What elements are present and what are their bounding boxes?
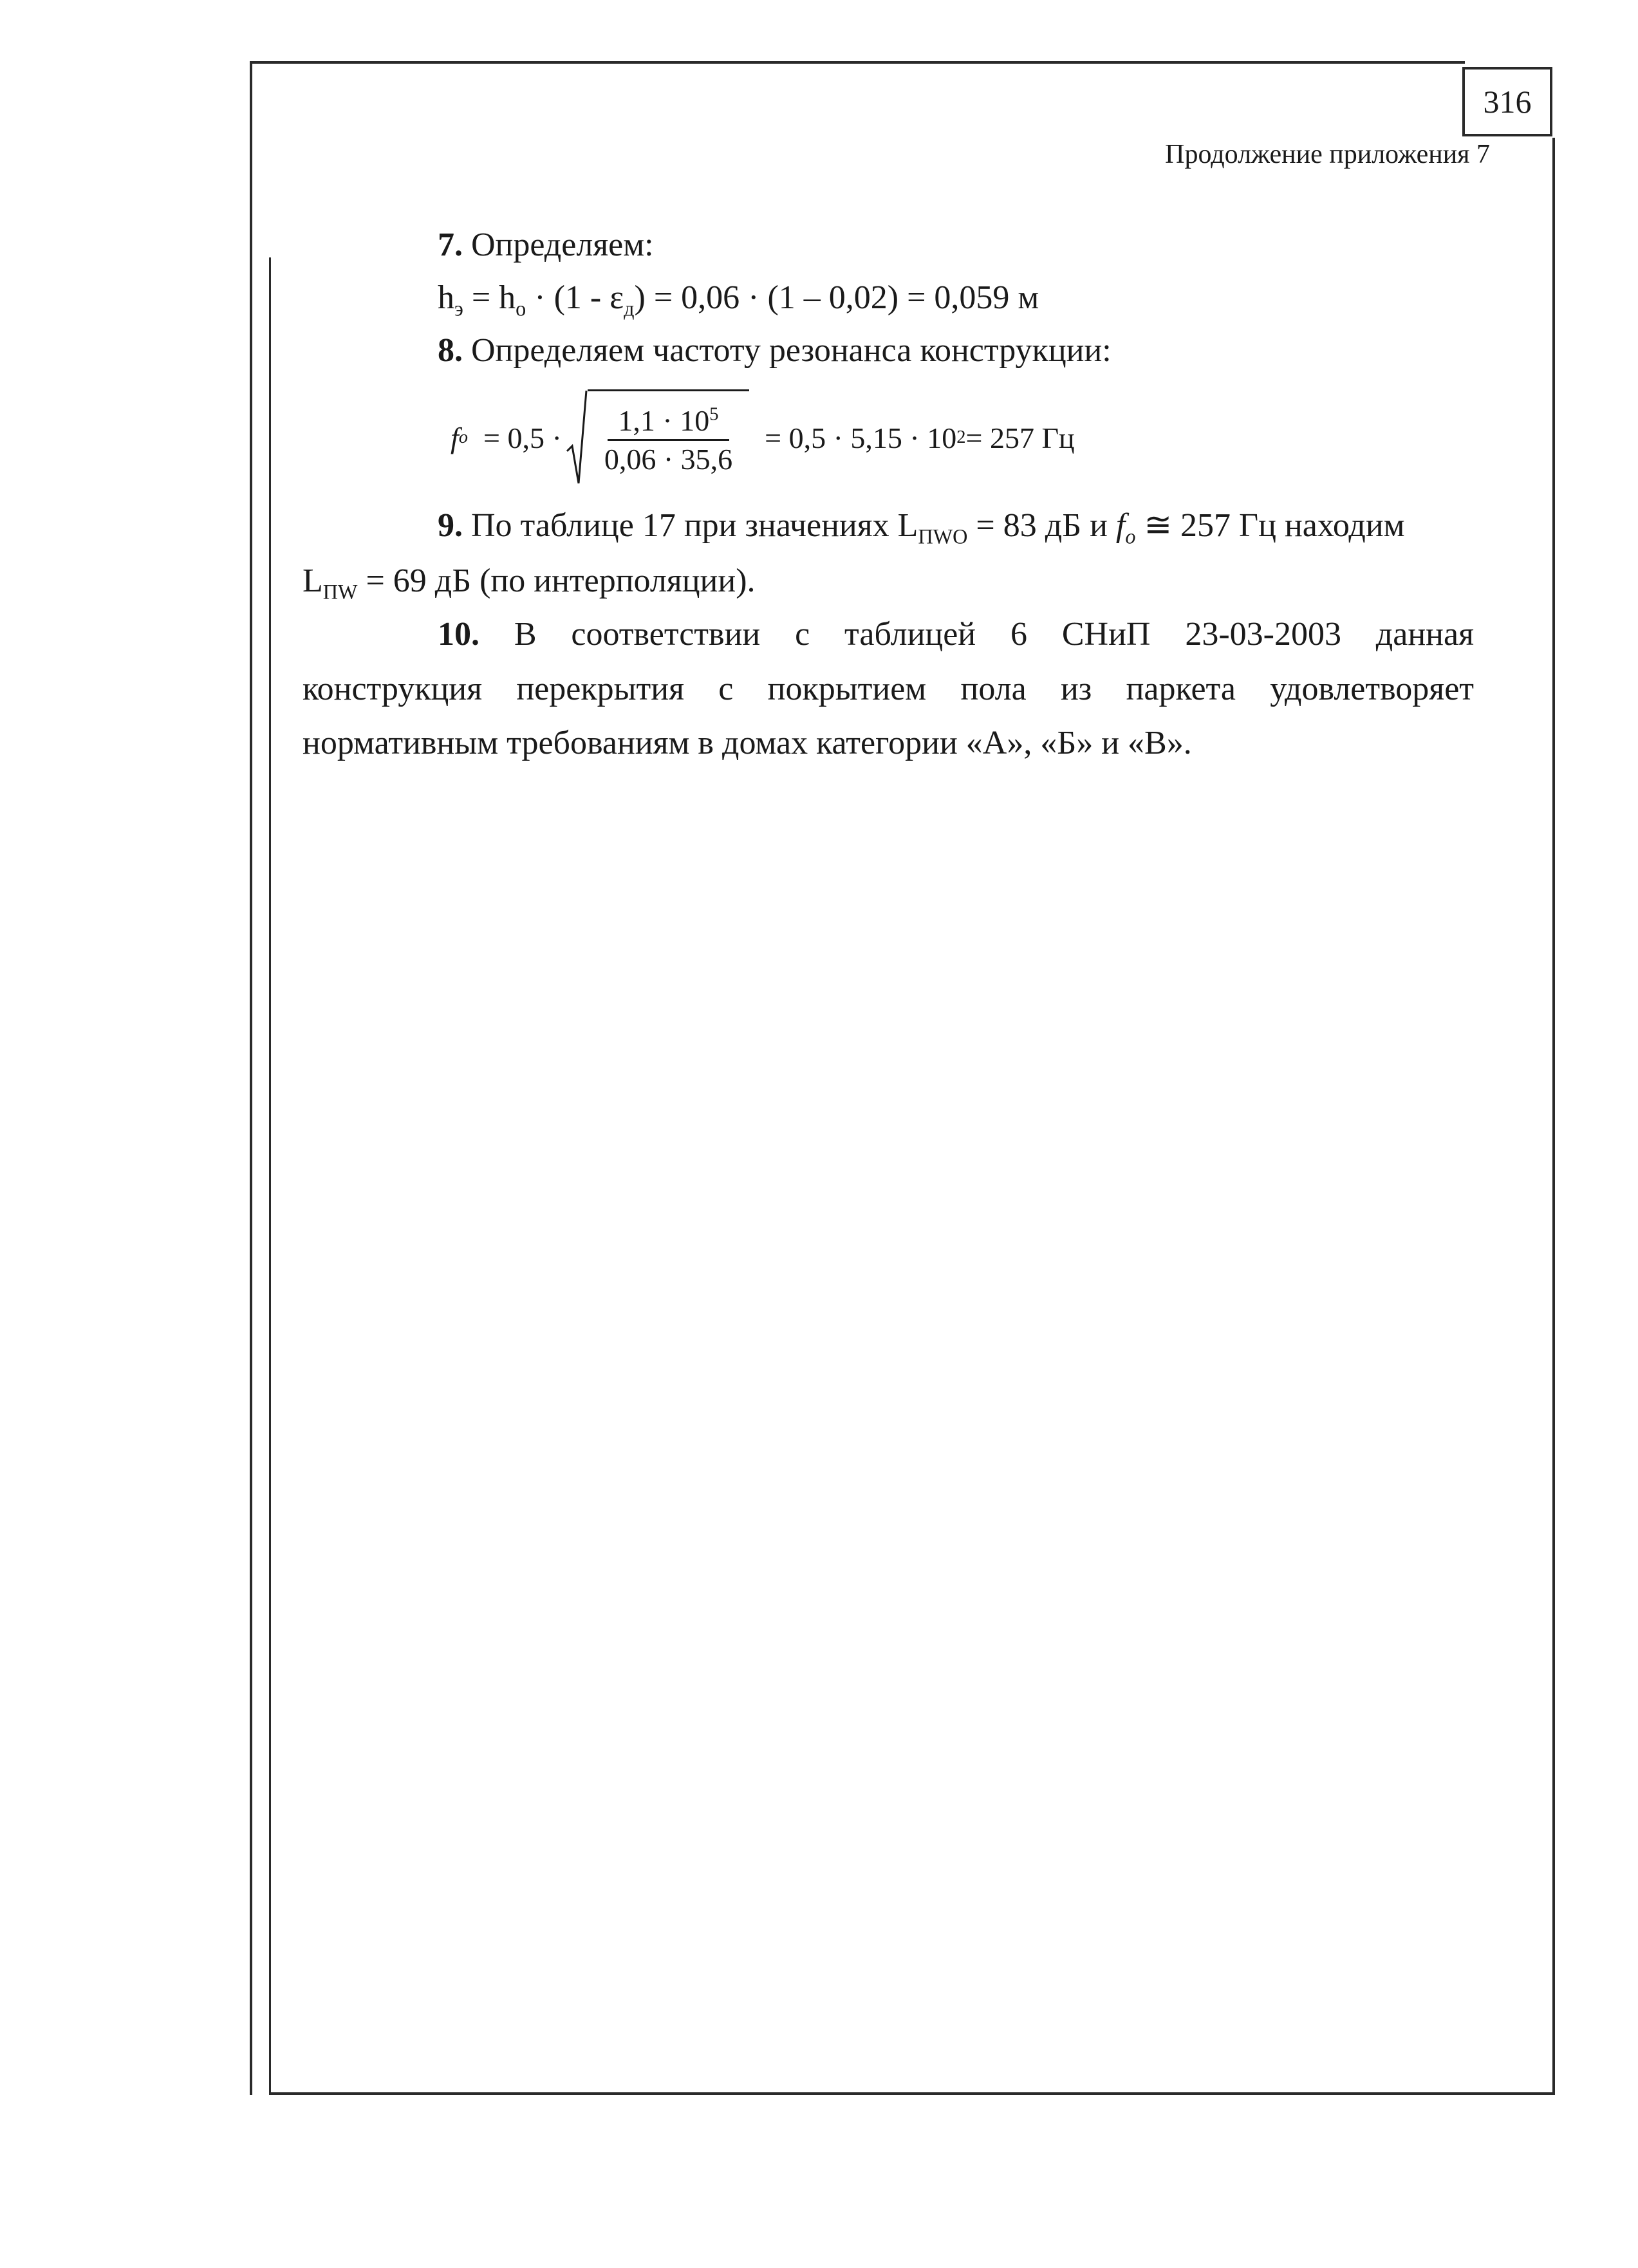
step-10-line-1-text: В соответствии с таблицей 6 СНиП 23-03-2003 данная bbox=[514, 616, 1475, 653]
formula-result-right: = 257 Гц bbox=[965, 421, 1075, 454]
frame-top-line bbox=[250, 61, 1465, 64]
frame-right-line bbox=[1552, 138, 1555, 2095]
step-8-number: 8. bbox=[438, 332, 463, 369]
step-7-heading bbox=[438, 225, 654, 265]
formula-result-exponent: 2 bbox=[956, 427, 966, 447]
formula-eq: = h bbox=[463, 279, 516, 316]
step-9-line-2-text: = 69 дБ (по интерполяции). bbox=[357, 562, 756, 599]
step-9-line-2 bbox=[302, 561, 756, 604]
step-9-L-sub: ПW bbox=[322, 580, 358, 604]
fraction-numerator bbox=[608, 401, 729, 441]
step-10-number: 10. bbox=[438, 616, 479, 653]
formula-h-sub: э bbox=[454, 297, 463, 321]
step-7-formula bbox=[438, 278, 1039, 321]
formula-mid: · (1 - ε bbox=[526, 279, 624, 316]
step-9-f-symbol: f bbox=[1115, 507, 1126, 544]
numerator-exponent: 5 bbox=[709, 404, 719, 425]
step-8-heading bbox=[438, 331, 1112, 371]
formula-result-left: = 0,5 · 5,15 · 10 bbox=[765, 421, 957, 454]
numerator-text: 1,1 · 10 bbox=[618, 404, 710, 437]
formula-tail: ) = 0,06 · (1 – 0,02) = 0,059 м bbox=[634, 279, 1039, 316]
frame-inner-left-line bbox=[269, 257, 271, 2094]
step-10-line-3: нормативным требованиям в домах категории «А», «Б» и «В». bbox=[302, 725, 1192, 761]
frame-left-line bbox=[250, 61, 252, 2095]
formula-h: h bbox=[438, 279, 454, 316]
step-9-text-c: ≅ 257 Гц находим bbox=[1135, 507, 1405, 544]
fraction-denominator: 0,06 · 35,6 bbox=[604, 443, 733, 476]
step-9-sub-a: ПWO bbox=[918, 525, 968, 548]
frame-bottom-line bbox=[269, 2092, 1555, 2095]
step-7-number: 7. bbox=[438, 227, 463, 263]
page-number-text: 316 bbox=[1483, 84, 1532, 120]
radicand bbox=[588, 389, 749, 486]
step-9-line-1 bbox=[438, 506, 1405, 549]
page-number bbox=[1462, 67, 1552, 136]
step-8-label: Определяем частоту резонанса конструкции: bbox=[463, 332, 1112, 369]
formula-eps-sub: д bbox=[624, 297, 635, 321]
resonance-formula bbox=[451, 386, 1075, 489]
step-7-label: Определяем: bbox=[463, 227, 654, 263]
formula-f-sub: o bbox=[458, 427, 469, 447]
formula-ho-sub: о bbox=[516, 297, 526, 321]
step-9-number: 9. bbox=[438, 507, 463, 544]
radical-sign-icon bbox=[566, 389, 588, 486]
formula-coefficient: = 0,5 · bbox=[483, 421, 562, 454]
step-9-text-a: По таблице 17 при значениях L bbox=[463, 507, 918, 544]
step-10-line-1 bbox=[438, 615, 1474, 655]
formula-f-symbol: f bbox=[451, 421, 459, 454]
step-10-line-2: конструкция перекрытия с покрытием пола из паркета удовлетворяет bbox=[302, 671, 1474, 707]
continuation-header: Продолжение приложения 7 bbox=[1165, 140, 1490, 169]
step-9-f-sub: o bbox=[1125, 525, 1136, 548]
step-9-L: L bbox=[302, 562, 323, 599]
square-root bbox=[566, 389, 749, 486]
step-9-text-b: = 83 дБ и bbox=[967, 507, 1116, 544]
